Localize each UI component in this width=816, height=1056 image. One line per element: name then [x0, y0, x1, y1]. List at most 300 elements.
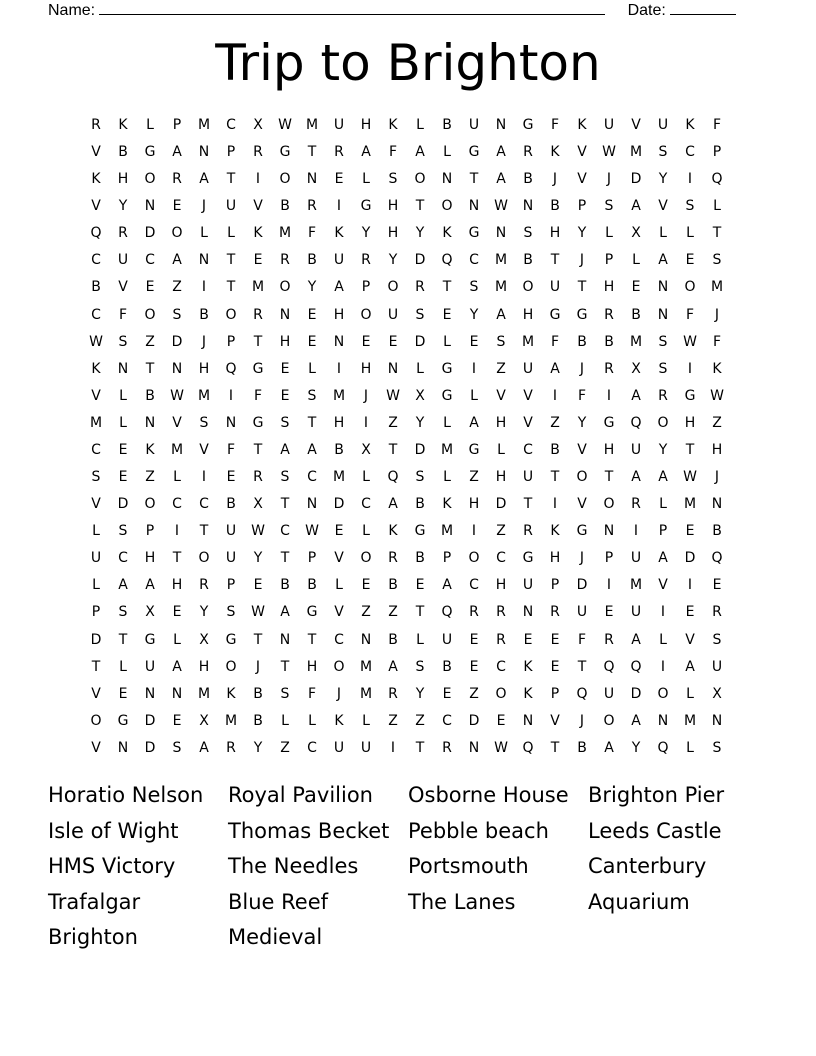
grid-letter: O — [441, 198, 453, 215]
grid-letter: K — [226, 685, 236, 702]
grid-letter: T — [712, 225, 722, 242]
grid-letter: Y — [469, 306, 479, 323]
grid-letter: B — [442, 658, 452, 675]
grid-letter: A — [415, 144, 425, 161]
grid-letter: O — [603, 712, 615, 729]
grid-letter: V — [523, 387, 533, 404]
grid-letter: A — [199, 171, 209, 188]
grid-letter: I — [201, 469, 207, 486]
grid-letter: Q — [387, 469, 399, 486]
grid-letter: M — [494, 252, 508, 269]
grid-letter: E — [253, 577, 263, 594]
grid-letter: T — [199, 523, 209, 540]
grid-letter: Q — [225, 360, 237, 377]
grid-letter: Y — [658, 441, 668, 458]
grid-letter: H — [198, 360, 210, 377]
grid-letter: E — [469, 333, 479, 350]
grid-letter: L — [308, 360, 316, 377]
grid-letter: R — [469, 604, 479, 621]
grid-letter: B — [280, 577, 290, 594]
grid-letter: O — [144, 171, 156, 188]
grid-letter: W — [251, 523, 265, 540]
grid-letter: B — [631, 306, 641, 323]
grid-letter: N — [279, 631, 291, 648]
grid-letter: H — [522, 306, 534, 323]
grid-letter: U — [603, 685, 615, 702]
grid-letter: D — [414, 252, 426, 269]
grid-letter: U — [522, 577, 534, 594]
grid-letter: E — [685, 604, 695, 621]
grid-letter: D — [144, 225, 156, 242]
grid-letter: O — [279, 171, 291, 188]
grid-letter: W — [683, 333, 697, 350]
grid-letter: K — [253, 225, 263, 242]
grid-letter: E — [307, 306, 317, 323]
grid-letter: M — [629, 333, 643, 350]
grid-letter: V — [334, 550, 344, 567]
grid-letter: W — [494, 739, 508, 756]
grid-letter: M — [629, 144, 643, 161]
grid-letter: P — [442, 550, 452, 567]
grid-letter: U — [522, 469, 534, 486]
grid-letter: E — [604, 604, 614, 621]
grid-letter: J — [363, 387, 369, 404]
grid-letter: C — [280, 523, 290, 540]
grid-letter: S — [415, 658, 425, 675]
grid-letter: G — [468, 225, 480, 242]
grid-letter: N — [360, 631, 372, 648]
grid-letter: D — [630, 685, 642, 702]
grid-letter: E — [712, 577, 722, 594]
grid-letter: Z — [496, 523, 506, 540]
grid-letter: X — [415, 387, 425, 404]
grid-letter: N — [711, 496, 723, 513]
grid-letter: L — [146, 117, 154, 133]
grid-letter: B — [442, 117, 452, 133]
grid-letter: I — [471, 523, 477, 540]
grid-letter: Z — [415, 712, 425, 729]
word-bank-item: Brighton — [48, 925, 138, 949]
grid-letter: G — [252, 414, 264, 431]
grid-letter: P — [361, 279, 371, 296]
grid-letter: B — [415, 496, 425, 513]
grid-letter: L — [686, 225, 694, 242]
grid-letter: R — [199, 577, 209, 594]
grid-letter: A — [631, 387, 641, 404]
grid-letter: S — [658, 144, 668, 161]
grid-letter: V — [577, 171, 587, 188]
grid-letter: E — [118, 685, 128, 702]
grid-letter: V — [91, 739, 101, 756]
grid-letter: O — [603, 496, 615, 513]
grid-letter: O — [657, 685, 669, 702]
grid-letter: V — [91, 685, 101, 702]
grid-letter: Z — [388, 712, 398, 729]
grid-letter: Z — [361, 604, 371, 621]
grid-letter: V — [334, 604, 344, 621]
grid-letter: V — [685, 631, 695, 648]
grid-letter: C — [199, 496, 209, 513]
grid-letter: F — [712, 117, 722, 133]
grid-letter: U — [630, 604, 642, 621]
grid-letter: G — [549, 306, 561, 323]
grid-letter: A — [280, 604, 290, 621]
grid-letter: J — [201, 198, 207, 215]
grid-letter: N — [279, 306, 291, 323]
grid-letter: E — [388, 333, 398, 350]
grid-letter: B — [388, 577, 398, 594]
grid-letter: E — [145, 279, 155, 296]
grid-letter: Q — [90, 225, 102, 242]
grid-letter: N — [495, 225, 507, 242]
grid-letter: U — [387, 306, 399, 323]
grid-letter: L — [416, 117, 424, 133]
grid-letter: D — [144, 739, 156, 756]
grid-letter: E — [334, 523, 344, 540]
grid-letter: E — [415, 577, 425, 594]
grid-letter: N — [522, 198, 534, 215]
grid-letter: U — [225, 523, 237, 540]
grid-letter: J — [579, 712, 585, 729]
grid-letter: R — [658, 387, 668, 404]
grid-letter: M — [224, 712, 238, 729]
grid-letter: I — [552, 496, 558, 513]
grid-letter: M — [440, 441, 454, 458]
grid-letter: B — [550, 441, 560, 458]
grid-letter: E — [631, 279, 641, 296]
grid-letter: C — [91, 441, 101, 458]
grid-letter: Y — [118, 198, 128, 215]
grid-letter: S — [118, 604, 128, 621]
grid-letter: L — [659, 496, 667, 513]
grid-letter: Z — [469, 685, 479, 702]
grid-letter: G — [522, 550, 534, 567]
grid-letter: C — [145, 252, 155, 269]
grid-letter: J — [579, 550, 585, 567]
grid-letter: W — [494, 198, 508, 215]
word-bank-item: Portsmouth — [408, 854, 529, 878]
grid-letter: K — [91, 171, 101, 188]
grid-letter: N — [198, 144, 210, 161]
grid-letter: R — [523, 144, 533, 161]
grid-letter: W — [602, 144, 616, 161]
grid-letter: F — [550, 117, 560, 133]
grid-letter: G — [576, 306, 588, 323]
grid-letter: N — [468, 198, 480, 215]
grid-letter: O — [522, 279, 534, 296]
grid-letter: E — [361, 333, 371, 350]
grid-letter: Q — [576, 685, 588, 702]
grid-letter: T — [172, 550, 182, 567]
grid-letter: E — [280, 360, 290, 377]
grid-letter: N — [117, 739, 129, 756]
grid-letter: I — [687, 577, 693, 594]
grid-letter: R — [361, 252, 371, 269]
grid-letter: A — [334, 279, 344, 296]
word-bank-item: The Lanes — [408, 889, 516, 914]
grid-letter: S — [658, 333, 668, 350]
grid-letter: S — [118, 523, 128, 540]
word-bank-item: Leeds Castle — [588, 818, 722, 843]
grid-letter: L — [713, 198, 721, 215]
grid-letter: G — [468, 144, 480, 161]
grid-letter: U — [711, 658, 723, 675]
grid-letter: W — [251, 604, 265, 621]
grid-letter: J — [714, 306, 720, 323]
grid-letter: A — [280, 441, 290, 458]
grid-letter: H — [711, 441, 723, 458]
grid-letter: L — [443, 414, 451, 431]
name-field[interactable] — [99, 0, 605, 15]
grid-letter: C — [496, 550, 506, 567]
grid-letter: A — [199, 739, 209, 756]
date-label: Date: — [627, 2, 666, 19]
grid-letter: E — [361, 577, 371, 594]
grid-letter: L — [632, 252, 640, 269]
grid-letter: A — [685, 658, 695, 675]
grid-letter: H — [117, 171, 129, 188]
grid-letter: P — [658, 523, 668, 540]
grid-letter: G — [117, 712, 129, 729]
grid-letter: L — [605, 225, 613, 242]
grid-letter: M — [521, 333, 535, 350]
grid-letter: A — [469, 414, 479, 431]
grid-letter: R — [496, 604, 506, 621]
grid-letter: C — [523, 441, 533, 458]
grid-letter: L — [362, 523, 370, 540]
grid-letter: O — [279, 279, 291, 296]
word-bank-item: Medieval — [228, 925, 323, 949]
grid-letter: T — [415, 739, 425, 756]
grid-letter: U — [441, 631, 453, 648]
word-bank-item: Royal Pavilion — [228, 783, 373, 807]
grid-letter: S — [415, 469, 425, 486]
grid-letter: B — [388, 631, 398, 648]
grid-letter: S — [172, 739, 182, 756]
grid-letter: B — [577, 739, 587, 756]
grid-letter: B — [523, 252, 533, 269]
grid-letter: L — [686, 685, 694, 702]
grid-letter: R — [226, 739, 236, 756]
grid-letter: E — [469, 631, 479, 648]
grid-letter: Y — [253, 739, 263, 756]
grid-letter: P — [577, 198, 587, 215]
grid-letter: D — [171, 333, 183, 350]
grid-letter: T — [550, 469, 560, 486]
grid-letter: B — [118, 144, 128, 161]
grid-letter: L — [92, 577, 100, 594]
word-bank-item: HMS Victory — [48, 854, 176, 878]
grid-letter: Y — [631, 739, 641, 756]
grid-letter: E — [172, 198, 182, 215]
grid-letter: T — [118, 631, 128, 648]
grid-letter: Y — [253, 550, 263, 567]
grid-letter: X — [199, 712, 209, 729]
grid-letter: N — [144, 198, 156, 215]
grid-letter: U — [333, 739, 345, 756]
grid-letter: O — [657, 414, 669, 431]
grid-letter: Q — [603, 658, 615, 675]
grid-letter: C — [91, 306, 101, 323]
grid-letter: T — [280, 658, 290, 675]
grid-letter: L — [308, 712, 316, 729]
grid-letter: R — [280, 252, 290, 269]
grid-letter: T — [550, 739, 560, 756]
grid-letter: E — [253, 252, 263, 269]
grid-letter: Y — [361, 225, 371, 242]
grid-letter: E — [172, 712, 182, 729]
grid-letter: V — [577, 441, 587, 458]
grid-letter: M — [359, 658, 373, 675]
grid-letter: G — [441, 387, 453, 404]
grid-letter: X — [361, 441, 371, 458]
grid-letter: M — [197, 685, 211, 702]
grid-letter: F — [685, 306, 695, 323]
grid-letter: V — [91, 198, 101, 215]
grid-letter: U — [522, 360, 534, 377]
grid-letter: B — [226, 496, 236, 513]
grid-letter: I — [336, 360, 342, 377]
grid-letter: S — [685, 198, 695, 215]
grid-letter: M — [332, 387, 346, 404]
grid-letter: C — [334, 631, 344, 648]
grid-letter: V — [91, 387, 101, 404]
grid-letter: K — [442, 225, 452, 242]
grid-letter: B — [523, 171, 533, 188]
grid-letter: M — [683, 496, 697, 513]
grid-letter: N — [333, 333, 345, 350]
grid-letter: B — [415, 550, 425, 567]
grid-letter: W — [170, 387, 184, 404]
grid-letter: E — [280, 387, 290, 404]
grid-letter: G — [144, 144, 156, 161]
grid-letter: G — [603, 414, 615, 431]
grid-letter: Q — [657, 739, 669, 756]
grid-letter: A — [658, 550, 668, 567]
grid-letter: I — [228, 387, 234, 404]
grid-letter: S — [496, 333, 506, 350]
grid-letter: H — [495, 414, 507, 431]
grid-letter: G — [144, 631, 156, 648]
grid-letter: F — [226, 441, 236, 458]
grid-letter: H — [468, 496, 480, 513]
grid-letter: M — [359, 685, 373, 702]
grid-letter: H — [549, 225, 561, 242]
grid-letter: E — [307, 333, 317, 350]
grid-letter: R — [388, 550, 398, 567]
grid-letter: T — [604, 469, 614, 486]
grid-letter: O — [144, 306, 156, 323]
grid-letter: M — [197, 387, 211, 404]
word-bank-item: Canterbury — [588, 854, 707, 878]
grid-letter: Q — [711, 171, 723, 188]
grid-letter: C — [307, 469, 317, 486]
grid-letter: T — [469, 171, 479, 188]
grid-letter: P — [226, 577, 236, 594]
grid-letter: K — [577, 117, 587, 133]
grid-letter: G — [360, 198, 372, 215]
grid-letter: D — [144, 712, 156, 729]
grid-letter: R — [415, 279, 425, 296]
grid-letter: E — [469, 658, 479, 675]
grid-letter: T — [253, 631, 263, 648]
grid-letter: O — [576, 469, 588, 486]
grid-letter: O — [144, 496, 156, 513]
grid-letter: Z — [469, 469, 479, 486]
grid-letter: F — [118, 306, 128, 323]
grid-letter: C — [361, 496, 371, 513]
grid-letter: G — [306, 604, 318, 621]
grid-letter: Q — [711, 550, 723, 567]
grid-letter: I — [390, 739, 396, 756]
grid-letter: U — [333, 117, 345, 133]
grid-letter: O — [468, 550, 480, 567]
grid-letter: A — [550, 360, 560, 377]
grid-letter: Q — [630, 658, 642, 675]
grid-letter: L — [227, 225, 235, 242]
date-field[interactable] — [670, 0, 736, 15]
grid-letter: G — [576, 523, 588, 540]
grid-letter: R — [388, 685, 398, 702]
grid-letter: X — [199, 631, 209, 648]
grid-letter: L — [470, 387, 478, 404]
grid-letter: J — [606, 171, 612, 188]
grid-letter: A — [631, 712, 641, 729]
grid-letter: U — [90, 550, 102, 567]
grid-letter: H — [684, 414, 696, 431]
grid-letter: U — [468, 117, 480, 133]
grid-letter: Y — [415, 225, 425, 242]
grid-letter: P — [550, 577, 560, 594]
grid-letter: P — [226, 144, 236, 161]
grid-letter: R — [307, 198, 317, 215]
grid-letter: Y — [415, 414, 425, 431]
grid-letter: K — [685, 117, 695, 133]
grid-letter: E — [118, 469, 128, 486]
grid-letter: T — [388, 441, 398, 458]
grid-letter: H — [171, 577, 183, 594]
grid-letter: I — [336, 198, 342, 215]
grid-letter: S — [388, 171, 398, 188]
grid-letter: H — [549, 550, 561, 567]
grid-letter: G — [468, 441, 480, 458]
grid-letter: A — [631, 469, 641, 486]
grid-letter: I — [606, 387, 612, 404]
grid-letter: O — [198, 550, 210, 567]
grid-letter: M — [710, 279, 724, 296]
grid-letter: I — [687, 360, 693, 377]
grid-letter: B — [712, 523, 722, 540]
grid-letter: U — [360, 739, 372, 756]
grid-letter: K — [334, 712, 344, 729]
word-bank-item: Pebble beach — [408, 818, 549, 843]
grid-letter: W — [305, 523, 319, 540]
grid-letter: A — [631, 198, 641, 215]
grid-letter: R — [604, 360, 614, 377]
grid-letter: L — [686, 739, 694, 756]
grid-letter: M — [332, 469, 346, 486]
grid-letter: T — [280, 496, 290, 513]
grid-letter: V — [199, 441, 209, 458]
grid-letter: T — [550, 252, 560, 269]
grid-letter: B — [334, 441, 344, 458]
grid-letter: K — [388, 117, 398, 133]
grid-letter: L — [173, 469, 181, 486]
grid-letter: R — [631, 496, 641, 513]
grid-letter: U — [144, 658, 156, 675]
grid-letter: M — [170, 441, 184, 458]
word-bank-item: Trafalgar — [48, 889, 141, 914]
